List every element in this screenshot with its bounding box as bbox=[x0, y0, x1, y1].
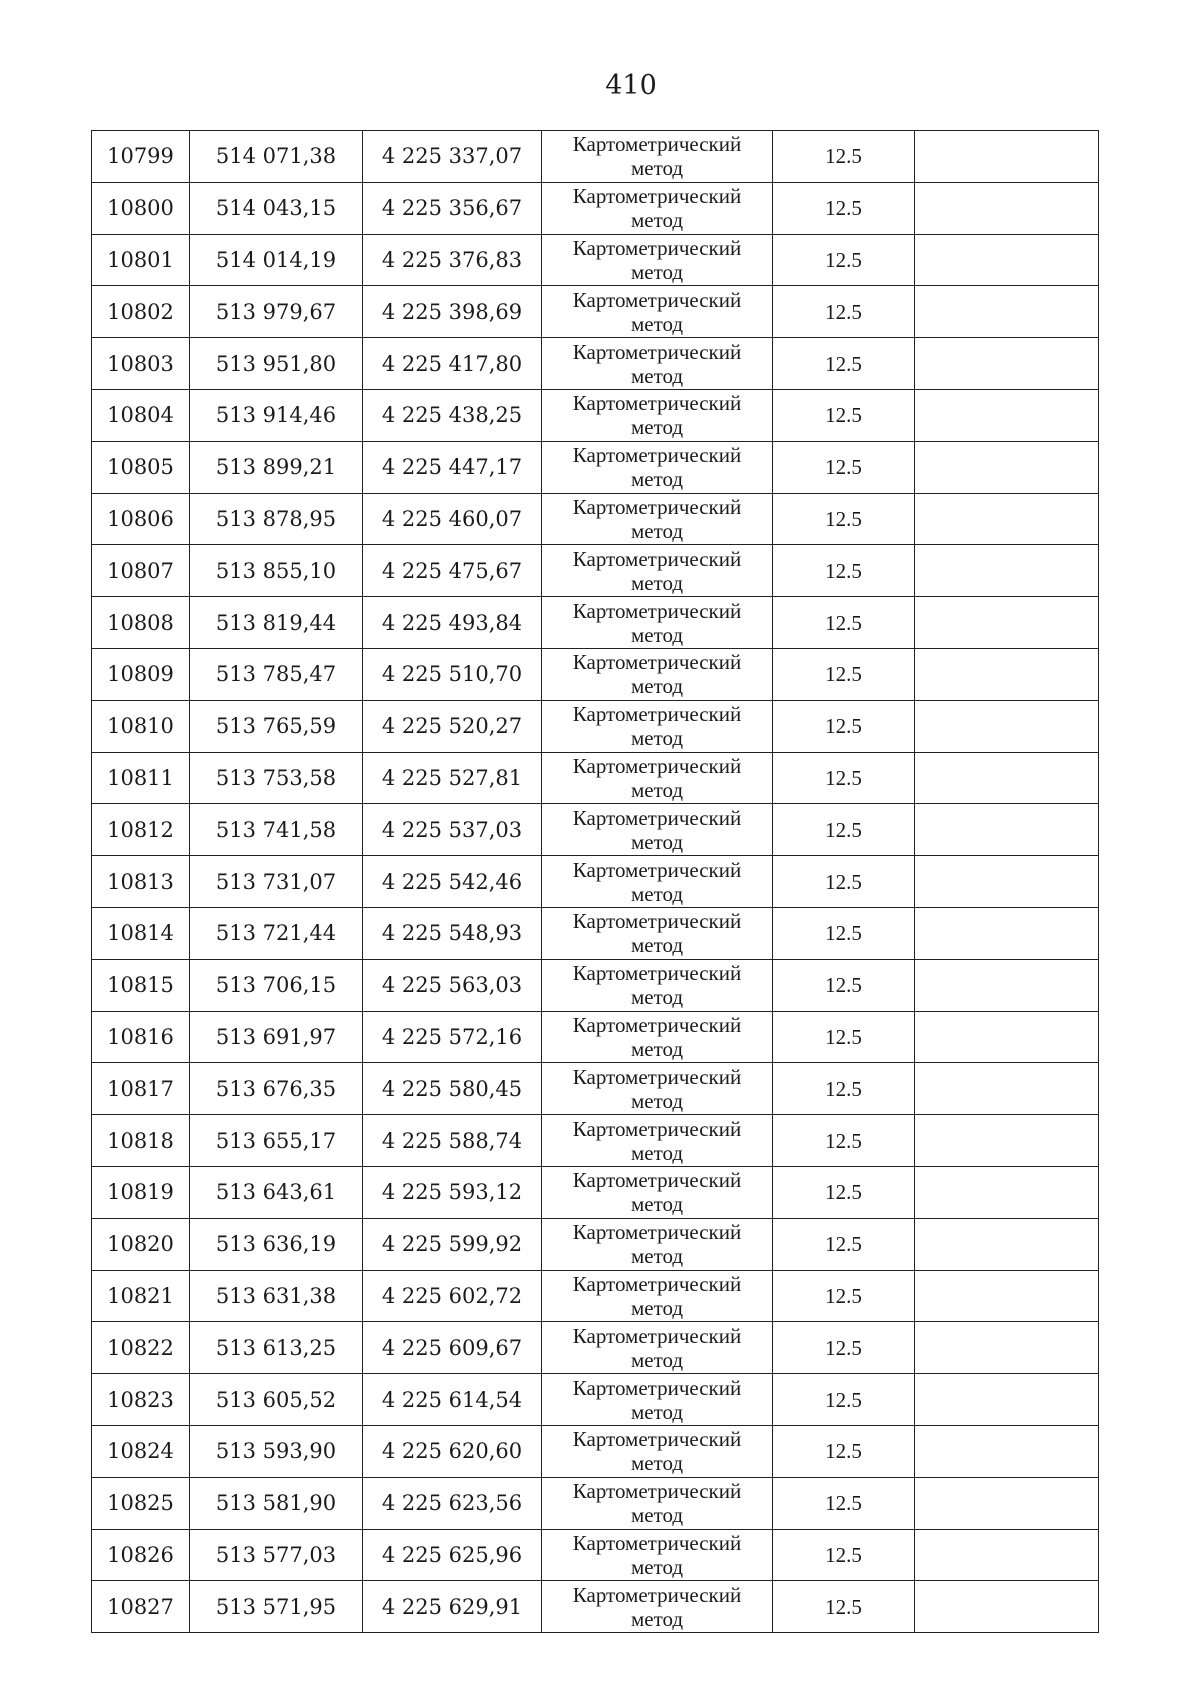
point-number-cell: 10809 bbox=[92, 648, 190, 700]
extra-cell bbox=[915, 1322, 1099, 1374]
table-row bbox=[92, 493, 1099, 545]
table-row bbox=[92, 1529, 1099, 1581]
method-cell bbox=[542, 182, 773, 234]
extra-cell bbox=[915, 441, 1099, 493]
method-line: Картометрический bbox=[572, 1323, 742, 1348]
method-line: метод bbox=[630, 1399, 684, 1424]
method-cell bbox=[542, 1477, 773, 1529]
method-cell bbox=[542, 441, 773, 493]
table-row bbox=[92, 856, 1099, 908]
method-line: метод bbox=[630, 622, 684, 647]
method-line: метод bbox=[630, 985, 684, 1010]
table-row bbox=[92, 1374, 1099, 1426]
x-coordinate-cell: 513 741,58 bbox=[190, 804, 363, 856]
y-coordinate-cell: 4 225 337,07 bbox=[363, 131, 542, 183]
table-row bbox=[92, 1477, 1099, 1529]
x-coordinate-cell: 513 577,03 bbox=[190, 1529, 363, 1581]
extra-cell bbox=[915, 389, 1099, 441]
accuracy-cell: 12.5 bbox=[773, 648, 915, 700]
point-number-cell: 10821 bbox=[92, 1270, 190, 1322]
x-coordinate-cell: 514 071,38 bbox=[190, 131, 363, 183]
y-coordinate-cell: 4 225 593,12 bbox=[363, 1166, 542, 1218]
table-row bbox=[92, 545, 1099, 597]
table-row bbox=[92, 441, 1099, 493]
point-number-cell: 10819 bbox=[92, 1166, 190, 1218]
method-line: Картометрический bbox=[572, 1582, 742, 1607]
method-cell bbox=[542, 131, 773, 183]
method-cell bbox=[542, 338, 773, 390]
y-coordinate-cell: 4 225 510,70 bbox=[363, 648, 542, 700]
method-cell bbox=[542, 907, 773, 959]
x-coordinate-cell: 513 914,46 bbox=[190, 389, 363, 441]
point-number-cell: 10804 bbox=[92, 389, 190, 441]
method-line: метод bbox=[630, 1606, 684, 1631]
point-number-cell: 10800 bbox=[92, 182, 190, 234]
accuracy-cell: 12.5 bbox=[773, 700, 915, 752]
y-coordinate-cell: 4 225 376,83 bbox=[363, 234, 542, 286]
table-row bbox=[92, 286, 1099, 338]
accuracy-cell: 12.5 bbox=[773, 493, 915, 545]
method-line: Картометрический bbox=[572, 1168, 742, 1193]
accuracy-cell: 12.5 bbox=[773, 1115, 915, 1167]
method-line: метод bbox=[630, 1295, 684, 1320]
point-number-cell: 10811 bbox=[92, 752, 190, 804]
point-number-cell: 10813 bbox=[92, 856, 190, 908]
accuracy-cell: 12.5 bbox=[773, 338, 915, 390]
method-line: Картометрический bbox=[572, 1271, 742, 1296]
point-number-cell: 10805 bbox=[92, 441, 190, 493]
extra-cell bbox=[915, 234, 1099, 286]
accuracy-cell: 12.5 bbox=[773, 182, 915, 234]
method-line: Картометрический bbox=[572, 1220, 742, 1245]
x-coordinate-cell: 513 819,44 bbox=[190, 597, 363, 649]
table-row bbox=[92, 700, 1099, 752]
point-number-cell: 10802 bbox=[92, 286, 190, 338]
point-number-cell: 10817 bbox=[92, 1063, 190, 1115]
point-number-cell: 10808 bbox=[92, 597, 190, 649]
extra-cell bbox=[915, 1166, 1099, 1218]
table-row bbox=[92, 1322, 1099, 1374]
method-cell bbox=[542, 597, 773, 649]
accuracy-cell: 12.5 bbox=[773, 752, 915, 804]
y-coordinate-cell: 4 225 438,25 bbox=[363, 389, 542, 441]
accuracy-cell: 12.5 bbox=[773, 545, 915, 597]
method-line: метод bbox=[630, 259, 684, 284]
y-coordinate-cell: 4 225 527,81 bbox=[363, 752, 542, 804]
method-cell bbox=[542, 1374, 773, 1426]
method-cell bbox=[542, 1270, 773, 1322]
y-coordinate-cell: 4 225 542,46 bbox=[363, 856, 542, 908]
table-row bbox=[92, 1270, 1099, 1322]
method-line: Картометрический bbox=[572, 235, 742, 260]
point-number-cell: 10812 bbox=[92, 804, 190, 856]
method-cell bbox=[542, 752, 773, 804]
method-line: Картометрический bbox=[572, 650, 742, 675]
point-number-cell: 10823 bbox=[92, 1374, 190, 1426]
method-line: Картометрический bbox=[572, 1012, 742, 1037]
method-line: метод bbox=[630, 1347, 684, 1372]
method-cell bbox=[542, 856, 773, 908]
accuracy-cell: 12.5 bbox=[773, 1063, 915, 1115]
method-cell bbox=[542, 234, 773, 286]
table-row bbox=[92, 1581, 1099, 1633]
extra-cell bbox=[915, 700, 1099, 752]
page-number: 410 bbox=[605, 70, 657, 101]
method-cell bbox=[542, 700, 773, 752]
table-row bbox=[92, 752, 1099, 804]
y-coordinate-cell: 4 225 629,91 bbox=[363, 1581, 542, 1633]
method-cell bbox=[542, 648, 773, 700]
y-coordinate-cell: 4 225 620,60 bbox=[363, 1425, 542, 1477]
extra-cell bbox=[915, 493, 1099, 545]
method-line: метод bbox=[630, 1088, 684, 1113]
method-line: метод bbox=[630, 208, 684, 233]
extra-cell bbox=[915, 597, 1099, 649]
method-line: метод bbox=[630, 1554, 684, 1579]
x-coordinate-cell: 513 636,19 bbox=[190, 1218, 363, 1270]
accuracy-cell: 12.5 bbox=[773, 1425, 915, 1477]
coordinates-table-body bbox=[92, 131, 1099, 1633]
method-line: Картометрический bbox=[572, 546, 742, 571]
method-cell bbox=[542, 1425, 773, 1477]
y-coordinate-cell: 4 225 548,93 bbox=[363, 907, 542, 959]
point-number-cell: 10807 bbox=[92, 545, 190, 597]
accuracy-cell: 12.5 bbox=[773, 286, 915, 338]
x-coordinate-cell: 513 581,90 bbox=[190, 1477, 363, 1529]
table-row bbox=[92, 338, 1099, 390]
extra-cell bbox=[915, 1529, 1099, 1581]
x-coordinate-cell: 513 878,95 bbox=[190, 493, 363, 545]
accuracy-cell: 12.5 bbox=[773, 1529, 915, 1581]
table-row bbox=[92, 648, 1099, 700]
point-number-cell: 10827 bbox=[92, 1581, 190, 1633]
x-coordinate-cell: 513 631,38 bbox=[190, 1270, 363, 1322]
accuracy-cell: 12.5 bbox=[773, 1270, 915, 1322]
extra-cell bbox=[915, 338, 1099, 390]
y-coordinate-cell: 4 225 614,54 bbox=[363, 1374, 542, 1426]
extra-cell bbox=[915, 1425, 1099, 1477]
x-coordinate-cell: 513 951,80 bbox=[190, 338, 363, 390]
table-row bbox=[92, 1115, 1099, 1167]
point-number-cell: 10799 bbox=[92, 131, 190, 183]
method-cell bbox=[542, 286, 773, 338]
method-cell bbox=[542, 1322, 773, 1374]
x-coordinate-cell: 514 043,15 bbox=[190, 182, 363, 234]
x-coordinate-cell: 513 785,47 bbox=[190, 648, 363, 700]
y-coordinate-cell: 4 225 356,67 bbox=[363, 182, 542, 234]
table-row bbox=[92, 1166, 1099, 1218]
table-row bbox=[92, 131, 1099, 183]
extra-cell bbox=[915, 959, 1099, 1011]
x-coordinate-cell: 513 706,15 bbox=[190, 959, 363, 1011]
y-coordinate-cell: 4 225 417,80 bbox=[363, 338, 542, 390]
accuracy-cell: 12.5 bbox=[773, 804, 915, 856]
x-coordinate-cell: 513 731,07 bbox=[190, 856, 363, 908]
method-line: Картометрический bbox=[572, 1530, 742, 1555]
point-number-cell: 10816 bbox=[92, 1011, 190, 1063]
x-coordinate-cell: 513 676,35 bbox=[190, 1063, 363, 1115]
y-coordinate-cell: 4 225 572,16 bbox=[363, 1011, 542, 1063]
table-row bbox=[92, 234, 1099, 286]
method-cell bbox=[542, 804, 773, 856]
method-line: Картометрический bbox=[572, 1064, 742, 1089]
method-line: метод bbox=[630, 570, 684, 595]
table-row bbox=[92, 597, 1099, 649]
accuracy-cell: 12.5 bbox=[773, 234, 915, 286]
method-line: метод bbox=[630, 415, 684, 440]
method-line: метод bbox=[630, 1451, 684, 1476]
method-line: Картометрический bbox=[572, 1116, 742, 1141]
method-line: метод bbox=[630, 518, 684, 543]
method-line: Картометрический bbox=[572, 598, 742, 623]
method-line: Картометрический bbox=[572, 909, 742, 934]
extra-cell bbox=[915, 1011, 1099, 1063]
method-line: Картометрический bbox=[572, 805, 742, 830]
method-cell bbox=[542, 1581, 773, 1633]
method-line: метод bbox=[630, 1036, 684, 1061]
method-line: Картометрический bbox=[572, 1427, 742, 1452]
method-line: Картометрический bbox=[572, 443, 742, 468]
extra-cell bbox=[915, 1063, 1099, 1115]
extra-cell bbox=[915, 804, 1099, 856]
accuracy-cell: 12.5 bbox=[773, 959, 915, 1011]
method-line: метод bbox=[630, 777, 684, 802]
point-number-cell: 10814 bbox=[92, 907, 190, 959]
y-coordinate-cell: 4 225 609,67 bbox=[363, 1322, 542, 1374]
method-line: метод bbox=[630, 829, 684, 854]
extra-cell bbox=[915, 1581, 1099, 1633]
method-line: метод bbox=[630, 1503, 684, 1528]
x-coordinate-cell: 513 613,25 bbox=[190, 1322, 363, 1374]
extra-cell bbox=[915, 545, 1099, 597]
point-number-cell: 10822 bbox=[92, 1322, 190, 1374]
extra-cell bbox=[915, 907, 1099, 959]
accuracy-cell: 12.5 bbox=[773, 1322, 915, 1374]
y-coordinate-cell: 4 225 599,92 bbox=[363, 1218, 542, 1270]
accuracy-cell: 12.5 bbox=[773, 1218, 915, 1270]
point-number-cell: 10801 bbox=[92, 234, 190, 286]
table-row bbox=[92, 1063, 1099, 1115]
method-line: метод bbox=[630, 156, 684, 181]
accuracy-cell: 12.5 bbox=[773, 1477, 915, 1529]
method-cell bbox=[542, 1115, 773, 1167]
method-line: Картометрический bbox=[572, 132, 742, 157]
extra-cell bbox=[915, 1115, 1099, 1167]
accuracy-cell: 12.5 bbox=[773, 389, 915, 441]
extra-cell bbox=[915, 286, 1099, 338]
method-line: Картометрический bbox=[572, 702, 742, 727]
x-coordinate-cell: 513 765,59 bbox=[190, 700, 363, 752]
method-line: метод bbox=[630, 363, 684, 388]
y-coordinate-cell: 4 225 460,07 bbox=[363, 493, 542, 545]
x-coordinate-cell: 513 571,95 bbox=[190, 1581, 363, 1633]
method-cell bbox=[542, 493, 773, 545]
y-coordinate-cell: 4 225 580,45 bbox=[363, 1063, 542, 1115]
accuracy-cell: 12.5 bbox=[773, 1011, 915, 1063]
method-line: метод bbox=[630, 311, 684, 336]
extra-cell bbox=[915, 856, 1099, 908]
table-row bbox=[92, 1011, 1099, 1063]
point-number-cell: 10818 bbox=[92, 1115, 190, 1167]
method-cell bbox=[542, 1529, 773, 1581]
y-coordinate-cell: 4 225 537,03 bbox=[363, 804, 542, 856]
table-row bbox=[92, 1218, 1099, 1270]
method-cell bbox=[542, 1011, 773, 1063]
y-coordinate-cell: 4 225 625,96 bbox=[363, 1529, 542, 1581]
table-row bbox=[92, 182, 1099, 234]
x-coordinate-cell: 513 643,61 bbox=[190, 1166, 363, 1218]
extra-cell bbox=[915, 1218, 1099, 1270]
method-line: метод bbox=[630, 467, 684, 492]
method-line: метод bbox=[630, 933, 684, 958]
point-number-cell: 10810 bbox=[92, 700, 190, 752]
x-coordinate-cell: 513 605,52 bbox=[190, 1374, 363, 1426]
point-number-cell: 10815 bbox=[92, 959, 190, 1011]
method-line: Картометрический bbox=[572, 857, 742, 882]
method-cell bbox=[542, 1166, 773, 1218]
accuracy-cell: 12.5 bbox=[773, 1581, 915, 1633]
extra-cell bbox=[915, 752, 1099, 804]
method-cell bbox=[542, 1218, 773, 1270]
method-line: Картометрический bbox=[572, 184, 742, 209]
x-coordinate-cell: 513 855,10 bbox=[190, 545, 363, 597]
method-line: Картометрический bbox=[572, 339, 742, 364]
method-line: Картометрический bbox=[572, 391, 742, 416]
extra-cell bbox=[915, 1477, 1099, 1529]
table-row bbox=[92, 389, 1099, 441]
x-coordinate-cell: 513 979,67 bbox=[190, 286, 363, 338]
x-coordinate-cell: 513 593,90 bbox=[190, 1425, 363, 1477]
method-line: Картометрический bbox=[572, 753, 742, 778]
extra-cell bbox=[915, 131, 1099, 183]
point-number-cell: 10825 bbox=[92, 1477, 190, 1529]
point-number-cell: 10806 bbox=[92, 493, 190, 545]
coordinates-table bbox=[91, 130, 1099, 1633]
extra-cell bbox=[915, 648, 1099, 700]
method-line: метод bbox=[630, 726, 684, 751]
y-coordinate-cell: 4 225 520,27 bbox=[363, 700, 542, 752]
extra-cell bbox=[915, 1374, 1099, 1426]
method-cell bbox=[542, 1063, 773, 1115]
point-number-cell: 10824 bbox=[92, 1425, 190, 1477]
method-line: метод bbox=[630, 1140, 684, 1165]
y-coordinate-cell: 4 225 563,03 bbox=[363, 959, 542, 1011]
extra-cell bbox=[915, 182, 1099, 234]
method-line: метод bbox=[630, 1244, 684, 1269]
table-row bbox=[92, 804, 1099, 856]
table-row bbox=[92, 959, 1099, 1011]
method-cell bbox=[542, 959, 773, 1011]
accuracy-cell: 12.5 bbox=[773, 1166, 915, 1218]
point-number-cell: 10826 bbox=[92, 1529, 190, 1581]
accuracy-cell: 12.5 bbox=[773, 907, 915, 959]
method-line: Картометрический bbox=[572, 1479, 742, 1504]
method-line: Картометрический bbox=[572, 1375, 742, 1400]
accuracy-cell: 12.5 bbox=[773, 856, 915, 908]
extra-cell bbox=[915, 1270, 1099, 1322]
x-coordinate-cell: 514 014,19 bbox=[190, 234, 363, 286]
y-coordinate-cell: 4 225 623,56 bbox=[363, 1477, 542, 1529]
method-line: Картометрический bbox=[572, 287, 742, 312]
accuracy-cell: 12.5 bbox=[773, 131, 915, 183]
table-row bbox=[92, 1425, 1099, 1477]
x-coordinate-cell: 513 691,97 bbox=[190, 1011, 363, 1063]
x-coordinate-cell: 513 721,44 bbox=[190, 907, 363, 959]
y-coordinate-cell: 4 225 398,69 bbox=[363, 286, 542, 338]
method-line: метод bbox=[630, 674, 684, 699]
x-coordinate-cell: 513 899,21 bbox=[190, 441, 363, 493]
point-number-cell: 10803 bbox=[92, 338, 190, 390]
method-cell bbox=[542, 389, 773, 441]
table-row bbox=[92, 907, 1099, 959]
method-line: метод bbox=[630, 881, 684, 906]
accuracy-cell: 12.5 bbox=[773, 1374, 915, 1426]
method-line: Картометрический bbox=[572, 494, 742, 519]
point-number-cell: 10820 bbox=[92, 1218, 190, 1270]
method-cell bbox=[542, 545, 773, 597]
y-coordinate-cell: 4 225 602,72 bbox=[363, 1270, 542, 1322]
accuracy-cell: 12.5 bbox=[773, 597, 915, 649]
x-coordinate-cell: 513 655,17 bbox=[190, 1115, 363, 1167]
y-coordinate-cell: 4 225 475,67 bbox=[363, 545, 542, 597]
accuracy-cell: 12.5 bbox=[773, 441, 915, 493]
x-coordinate-cell: 513 753,58 bbox=[190, 752, 363, 804]
y-coordinate-cell: 4 225 588,74 bbox=[363, 1115, 542, 1167]
y-coordinate-cell: 4 225 447,17 bbox=[363, 441, 542, 493]
method-line: метод bbox=[630, 1192, 684, 1217]
y-coordinate-cell: 4 225 493,84 bbox=[363, 597, 542, 649]
method-line: Картометрический bbox=[572, 961, 742, 986]
